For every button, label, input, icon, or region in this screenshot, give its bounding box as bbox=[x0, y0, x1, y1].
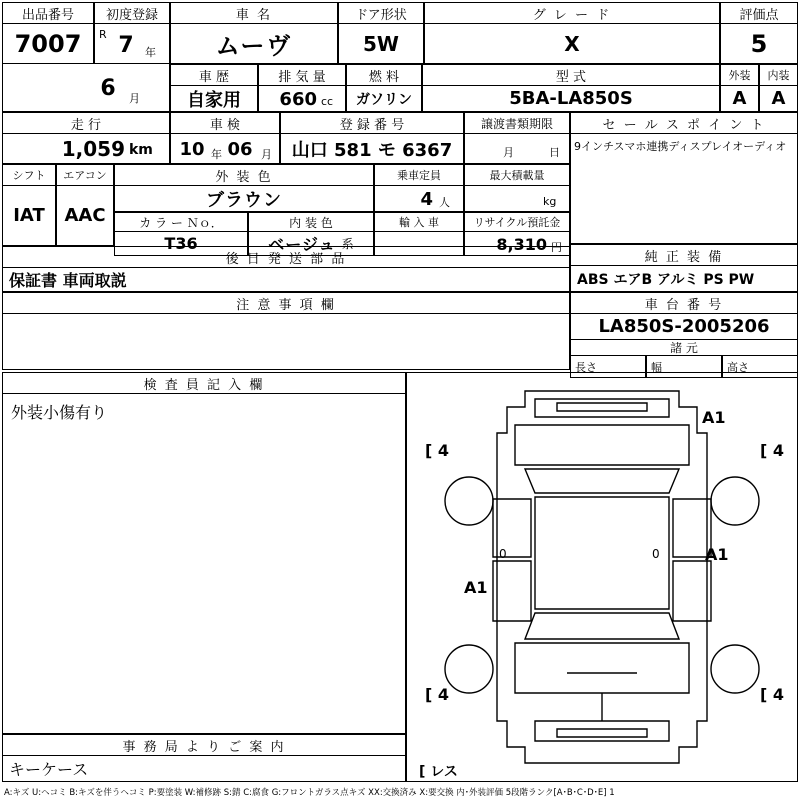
chassis-number-label: 車 台 番 号 bbox=[570, 292, 798, 314]
interior-grade-value: A bbox=[759, 86, 798, 112]
damage-mark: 0 bbox=[652, 547, 660, 561]
transfer-deadline-label: 譲渡書類期限 bbox=[464, 112, 570, 134]
damage-mark: [ 4 bbox=[425, 685, 450, 704]
year-unit: 年 bbox=[145, 46, 156, 59]
later-parts-value: 保証書 車両取説 bbox=[2, 268, 570, 292]
car-name-label: 車 名 bbox=[170, 2, 338, 24]
interior-grade-label: 内装 bbox=[759, 64, 798, 86]
exterior-color-label: 外 装 色 bbox=[114, 164, 374, 186]
registration-number-value: 山口 581 モ 6367 bbox=[280, 134, 464, 164]
interior-color-suffix: 系 bbox=[341, 237, 354, 251]
mileage-value: 1,059 bbox=[61, 137, 125, 161]
max-load-label: 最大積載量 bbox=[464, 164, 570, 186]
damage-code-legend: A:キズ U:ヘコミ B:キズを伴うヘコミ P:要塗装 W:補修跡 S:錆 C:腐食 G:フロントガラス点キズ XX:交換済み X:要交換 内･外装評価 5段階ランク[A･B･C･D･E] 1 bbox=[4, 788, 615, 798]
rating-label: 評価点 bbox=[720, 2, 798, 24]
color-no-value: T36 bbox=[114, 232, 248, 256]
dim-height-label: 高さ bbox=[722, 356, 798, 378]
model-code-value: 5BA-LA850S bbox=[422, 86, 720, 112]
damage-mark: [ 4 bbox=[760, 441, 785, 460]
shaken-year-unit: 年 bbox=[211, 148, 222, 161]
mileage-label: 走 行 bbox=[2, 112, 170, 134]
car-damage-diagram bbox=[406, 372, 798, 782]
shaken-label: 車 検 bbox=[170, 112, 280, 134]
transfer-day-unit: 日 bbox=[549, 146, 560, 159]
lot-number-label: 出品番号 bbox=[2, 2, 94, 24]
max-load-unit: kg bbox=[543, 195, 557, 208]
recycle-deposit-unit: 円 bbox=[551, 241, 562, 254]
notes-value bbox=[2, 314, 570, 370]
first-reg-month-unit: 月 bbox=[129, 92, 140, 105]
damage-mark: 0 bbox=[499, 547, 507, 561]
max-load-value-cell bbox=[464, 186, 570, 212]
later-parts-label: 後 日 発 送 部 品 bbox=[2, 246, 570, 268]
damage-mark: A1 bbox=[705, 545, 729, 564]
lot-number-value: 7007 bbox=[2, 24, 94, 64]
inspector-label: 検 査 員 記 入 欄 bbox=[2, 372, 406, 394]
inspector-value: 外装小傷有り bbox=[2, 394, 406, 734]
dimensions-label: 諸 元 bbox=[570, 340, 798, 356]
registration-number-label: 登 録 番 号 bbox=[280, 112, 464, 134]
interior-color-label: 内 装 色 bbox=[248, 212, 374, 232]
first-registration-label: 初度登録 bbox=[94, 2, 170, 24]
sales-point-label: セ ー ル ス ポ イ ン ト bbox=[570, 112, 798, 134]
door-shape-value: 5W bbox=[338, 24, 424, 64]
dim-width-label: 幅 bbox=[646, 356, 722, 378]
chassis-number-value: LA850S-2005206 bbox=[570, 314, 798, 340]
displacement-unit: cc bbox=[321, 95, 334, 108]
import-label: 輸 入 車 bbox=[374, 212, 464, 232]
seats-label: 乗車定員 bbox=[374, 164, 464, 186]
damage-mark: A1 bbox=[464, 578, 488, 597]
damage-mark: [ 4 bbox=[760, 685, 785, 704]
recycle-deposit-label: リサイクル預託金 bbox=[464, 212, 570, 232]
seats-unit: 人 bbox=[439, 196, 450, 209]
transfer-month-unit: 月 bbox=[503, 146, 514, 159]
seats-value: 4 bbox=[420, 188, 433, 210]
displacement-label: 排 気 量 bbox=[258, 64, 346, 86]
mileage-unit: km bbox=[129, 142, 153, 158]
damage-mark: [ 4 bbox=[425, 441, 450, 460]
damage-mark: [ レス bbox=[419, 764, 458, 780]
first-registration-month-cell bbox=[2, 64, 170, 112]
displacement-value-cell bbox=[258, 86, 346, 112]
car-outline-svg bbox=[407, 373, 797, 781]
sales-point-value: 9インチスマホ連携ディスプレイオーディオ bbox=[570, 134, 798, 244]
genuine-equipment-value: ABS エアB アルミ PS PW bbox=[570, 266, 798, 292]
exterior-grade-label: 外装 bbox=[720, 64, 759, 86]
car-name-value: ムーヴ bbox=[170, 24, 338, 64]
shaken-value-cell bbox=[170, 134, 280, 164]
aircon-label: エアコン bbox=[56, 164, 114, 186]
color-no-label: カ ラ ー Ｎｏ． bbox=[114, 212, 248, 232]
displacement-value: 660 bbox=[279, 88, 317, 110]
office-label: 事 務 局 よ り ご 案 内 bbox=[2, 734, 406, 756]
dim-length-label: 長さ bbox=[570, 356, 646, 378]
history-value: 自家用 bbox=[170, 86, 258, 112]
fuel-label: 燃 料 bbox=[346, 64, 422, 86]
shaken-month-value: 06 bbox=[227, 138, 253, 160]
aircon-value: AAC bbox=[56, 186, 114, 246]
damage-mark: A1 bbox=[702, 408, 726, 427]
genuine-equipment-label: 純 正 装 備 bbox=[570, 244, 798, 266]
first-registration-value bbox=[94, 24, 170, 64]
shaken-month-unit: 月 bbox=[261, 148, 272, 161]
exterior-color-value: ブラウン bbox=[114, 186, 374, 212]
interior-color-value: ベージュ bbox=[268, 235, 336, 254]
door-shape-label: ドア形状 bbox=[338, 2, 424, 24]
notes-label: 注 意 事 項 欄 bbox=[2, 292, 570, 314]
rating-value: 5 bbox=[720, 24, 798, 64]
seats-value-cell bbox=[374, 186, 464, 212]
office-value: キーケース bbox=[2, 756, 406, 782]
fuel-value: ガソリン bbox=[346, 86, 422, 112]
first-reg-year-value: 7 bbox=[118, 32, 134, 58]
shaken-year-value: 10 bbox=[179, 138, 205, 160]
model-code-label: 型 式 bbox=[422, 64, 720, 86]
era-label: R bbox=[99, 28, 107, 41]
shift-value: IAT bbox=[2, 186, 56, 246]
grade-value: X bbox=[424, 24, 720, 64]
first-reg-month-value: 6 bbox=[100, 75, 116, 101]
history-label: 車 歴 bbox=[170, 64, 258, 86]
transfer-deadline-value bbox=[464, 134, 570, 164]
mileage-value-cell bbox=[2, 134, 170, 164]
grade-label: グ レ ー ド bbox=[424, 2, 720, 24]
recycle-deposit-value: 8,310 bbox=[496, 234, 547, 254]
shift-label: シフト bbox=[2, 164, 56, 186]
exterior-grade-value: A bbox=[720, 86, 759, 112]
